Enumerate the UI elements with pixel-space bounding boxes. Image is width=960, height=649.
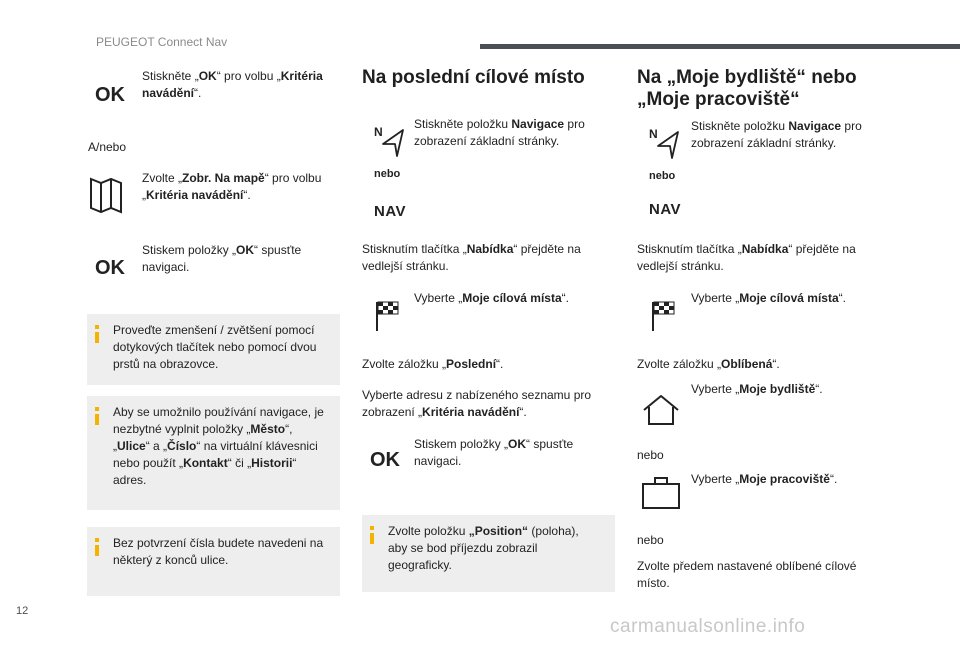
col3-or-text: nebo [637, 448, 664, 462]
col1-step1-text: Stiskněte „OK“ pro volbu „Kritéria navádění“. [142, 69, 323, 100]
info-marker-icon [95, 538, 99, 556]
header-title: PEUGEOT Connect Nav [96, 35, 228, 49]
page-number: 12 [16, 605, 29, 617]
note-box [87, 396, 340, 510]
col1-step3-text: Stiskem položky „OK“ spusťte navigaci. [142, 243, 302, 274]
info-marker-icon [370, 526, 374, 544]
nebo-label: nebo [374, 168, 401, 180]
col3-step7-text: Zvolte předem nastavené oblíbené cílové místo. [637, 559, 857, 590]
col2-step3-text: Vyberte „Moje cílová místa“. [414, 291, 569, 305]
nav-button-icon: NAV [649, 201, 682, 218]
svg-text:N: N [374, 125, 383, 139]
col3-step5-text: Vyberte „Moje bydliště“. [691, 382, 823, 396]
section-title: Na „Moje bydliště“ nebo „Moje pracoviště“ [637, 67, 857, 110]
home-icon [641, 393, 681, 427]
map-view-icon [88, 175, 124, 215]
nav-button-icon: NAV [374, 203, 407, 220]
col2-step5-text: Vyberte adresu z nabízeného seznamu pro zobrazení „Kritéria navádění“. [362, 388, 592, 419]
note-text: Aby se umožnilo používání navigace, je nezbytné vyplnit položky „Město“, „Ulice“ a „Číslo“ na virtuální klávesnici nebo použít „Kontakt“ či „Historii“ adres. [113, 405, 324, 487]
ok-button-icon: OK [95, 257, 125, 279]
checkered-flag-icon [374, 300, 400, 332]
info-marker-icon [95, 407, 99, 425]
col3-step1-text: Stiskněte položku Navigace pro zobrazení základní stránky. [691, 119, 862, 150]
col3-step4-text: Zvolte záložku „Oblíbená“. [637, 357, 780, 371]
nebo-label: nebo [649, 170, 676, 182]
col1-step2-text: Zvolte „Zobr. Na mapě“ pro volbu „Kritéria navádění“. [142, 171, 322, 202]
svg-text:N: N [649, 127, 658, 141]
note-box [87, 314, 340, 385]
ok-button-icon: OK [95, 84, 125, 106]
ok-button-icon: OK [370, 449, 400, 471]
section-title: Na poslední cílové místo [362, 67, 585, 88]
note-text: Zvolte položku „Position“ (poloha), aby se bod příjezdu zobrazil geograficky. [388, 524, 579, 572]
col2-step6-text: Stiskem položky „OK“ spusťte navigaci. [414, 437, 574, 468]
checkered-flag-icon [650, 300, 676, 332]
col2-step4-text: Zvolte záložku „Poslední“. [362, 357, 504, 371]
col2-step1-text: Stiskněte položku Navigace pro zobrazení základní stránky. [414, 117, 585, 148]
col3-step3-text: Vyberte „Moje cílová místa“. [691, 291, 846, 305]
briefcase-icon [641, 474, 681, 510]
navigation-arrow-icon [373, 124, 407, 160]
note-text: Proveďte zmenšení / zvětšení pomocí dotykových tlačítek nebo pomocí dvou prstů na obrazovce. [113, 323, 317, 371]
header-bar [480, 44, 960, 49]
col3-step6-text: Vyberte „Moje pracoviště“. [691, 472, 838, 486]
col2-step2-text: Stisknutím tlačítka „Nabídka“ přejděte na vedlejší stránku. [362, 242, 581, 273]
note-box [362, 515, 615, 592]
note-text: Bez potvrzení čísla budete navedeni na některý z konců ulice. [113, 536, 324, 567]
col3-or-text: nebo [637, 533, 664, 547]
info-marker-icon [95, 325, 99, 343]
note-box [87, 527, 340, 596]
col1-or-text: A/nebo [88, 140, 127, 154]
watermark: carmanualsonline.info [610, 616, 806, 637]
col3-step2-text: Stisknutím tlačítka „Nabídka“ přejděte na vedlejší stránku. [637, 242, 856, 273]
navigation-arrow-icon [648, 126, 682, 162]
